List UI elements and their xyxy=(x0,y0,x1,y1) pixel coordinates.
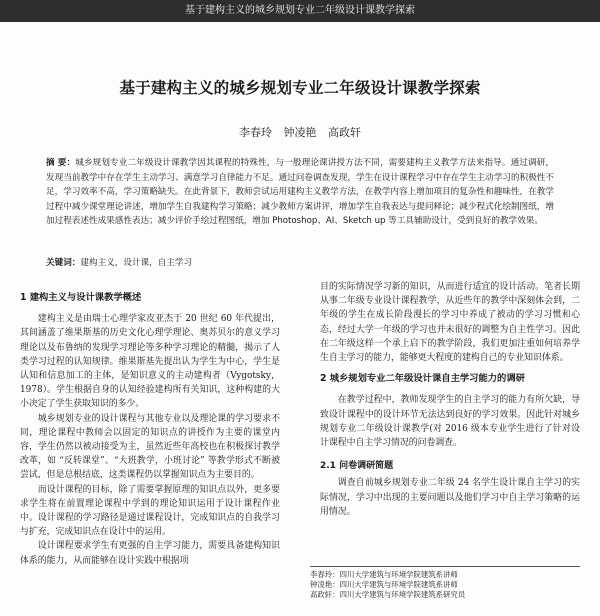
subsection-2-1-title: 2.1 问卷调研简题 xyxy=(320,461,394,472)
abstract-text: 城乡规划专业二年级设计课教学因其课程的特殊性，与一般理论课讲授方法不同，需要建构主义教学方法来指导。通过调研，发现当前教学中存在学生主动学习、满意学习自律能力不足。通过问卷调查发现，学生在设计课程学习中存在学生主动学习的积极性不足，学习效率不高，学习策略缺失。在此背景下，教师尝试运用建构主义教学方法，在教学内容上增加项目的复杂性和趣味性，在教学过程中减少课堂理论讲述，增加学生自我建构学习策略；减少教师方案讲评，增加学生自我表达与提问释论；减少程式化绘制图纸，增加过程表述性成果感性表达；减少评价手绘过程图纸，增加 Photoshop、AI、Sketch up 等工具辅助设计，受到良好的教学效果。 xyxy=(46,158,554,227)
keywords xyxy=(46,256,554,270)
footnote-line: 高政轩：四川大学建筑与环境学院建筑系研究员 xyxy=(310,590,466,600)
section-1-title: 1 建构主义与设计课教学概述 xyxy=(20,292,142,303)
paragraph: 设计课程要求学生有更强的自主学习能力，需要具备建构知识体系的能力，从而能够在设计实践中根据项 xyxy=(20,541,280,566)
left-column xyxy=(20,280,280,568)
author-footnotes xyxy=(310,566,580,601)
right-column xyxy=(320,280,580,519)
paper-title: 基于建构主义的城乡规划专业二年级设计课教学探索 xyxy=(119,79,481,97)
keywords-label: 关键词： xyxy=(46,258,81,268)
paragraph: 目的实际情况学习新的知识，从而进行适宜的设计活动。笔者长期从事二年级专业设计课程教学，从近些年的教学中深刻体会到，二年级的学生在成长阶段漫长的学习中养成了被动的学习习惯和心态，经过大学一年级的学习也并未很好的调整为自主性学习。因此在二年级这样一个承上启下的教学阶段，我们更加注重如何培养学生自主学习的能力，能够更大程度的建构自己的专业知识体系。 xyxy=(320,282,580,364)
paragraph: 调查自前城乡规划专业二年级 24 名学生设计课自主学习的实际情况，学习中出现的主要问题以及他们学习中自主学习策略的运用情况。 xyxy=(320,478,580,517)
abstract xyxy=(46,156,554,229)
abstract-label: 摘 要： xyxy=(46,158,76,168)
paragraph: 在教学过程中，教师发现学生的自主学习的能力有所欠缺，导致设计课程中的设计环节无法达到良好的学习效果。因此针对城乡规划专业二年级设计课教学(对 2016 级本专业学生进行了针对设计课程中自主学习情况的问卷调查。 xyxy=(320,395,580,449)
paragraph: 建构主义是由瑞士心理学家皮亚杰于 20 世纪 60 年代提出，其间涵盖了维果斯基的历史文化心理学理论、奥苏贝尔的意义学习理论以及布鲁纳的发现学习理论等多种学习理论的精髓，揭示了人类学习过程的认知规律。维果斯基先提出认为学生为中心，学生是认知和信息加工的主体，是知识意义的主动建构者（Vygotsky，1978）。学生根据自身的认知经验建构所有关知识，这种构建的大小决定了学生获取知识的多少。 xyxy=(20,314,280,410)
paper-authors: 李春玲 钟凌艳 高政轩 xyxy=(239,126,361,139)
section-2-title: 2 城乡规划专业二年级设计课自主学习能力的调研 xyxy=(320,373,525,385)
running-header: 基于建构主义的城乡规划专业二年级设计课教学探索 xyxy=(0,0,600,22)
paragraph: 城乡规划专业的设计课程与其他专业以及理论课的学习要求不同，理论课程中教师会以固定的知识点的讲授作为主要的课堂内容，学生仍然以被动接受为主，虽然近些年高校也在积极探讨教学改革，如 “反转课堂”、“大班教学，小班讨论” 等教学形式不断被尝试，但是总根结底，这类课程仍以掌握知识点为主要目的。 xyxy=(20,413,280,481)
footnote-line: 钟凌艳：四川大学建筑与环境学院建筑系讲师 xyxy=(310,580,458,590)
footnote-line: 李春玲：四川大学建筑与环境学院建筑系讲师 xyxy=(310,570,458,579)
paragraph: 而设计课程的目标，除了需要掌握原理的知识点以外，更多要求学生将在前置理论课程中学到的理论知识运用于设计课程作业中。设计课程的学习路径是通过课程设计，完成知识点的自我学习与扩充，完成知识点在设计中的运用。 xyxy=(20,484,280,538)
keywords-text: 建构主义，设计课，自主学习 xyxy=(80,258,193,268)
